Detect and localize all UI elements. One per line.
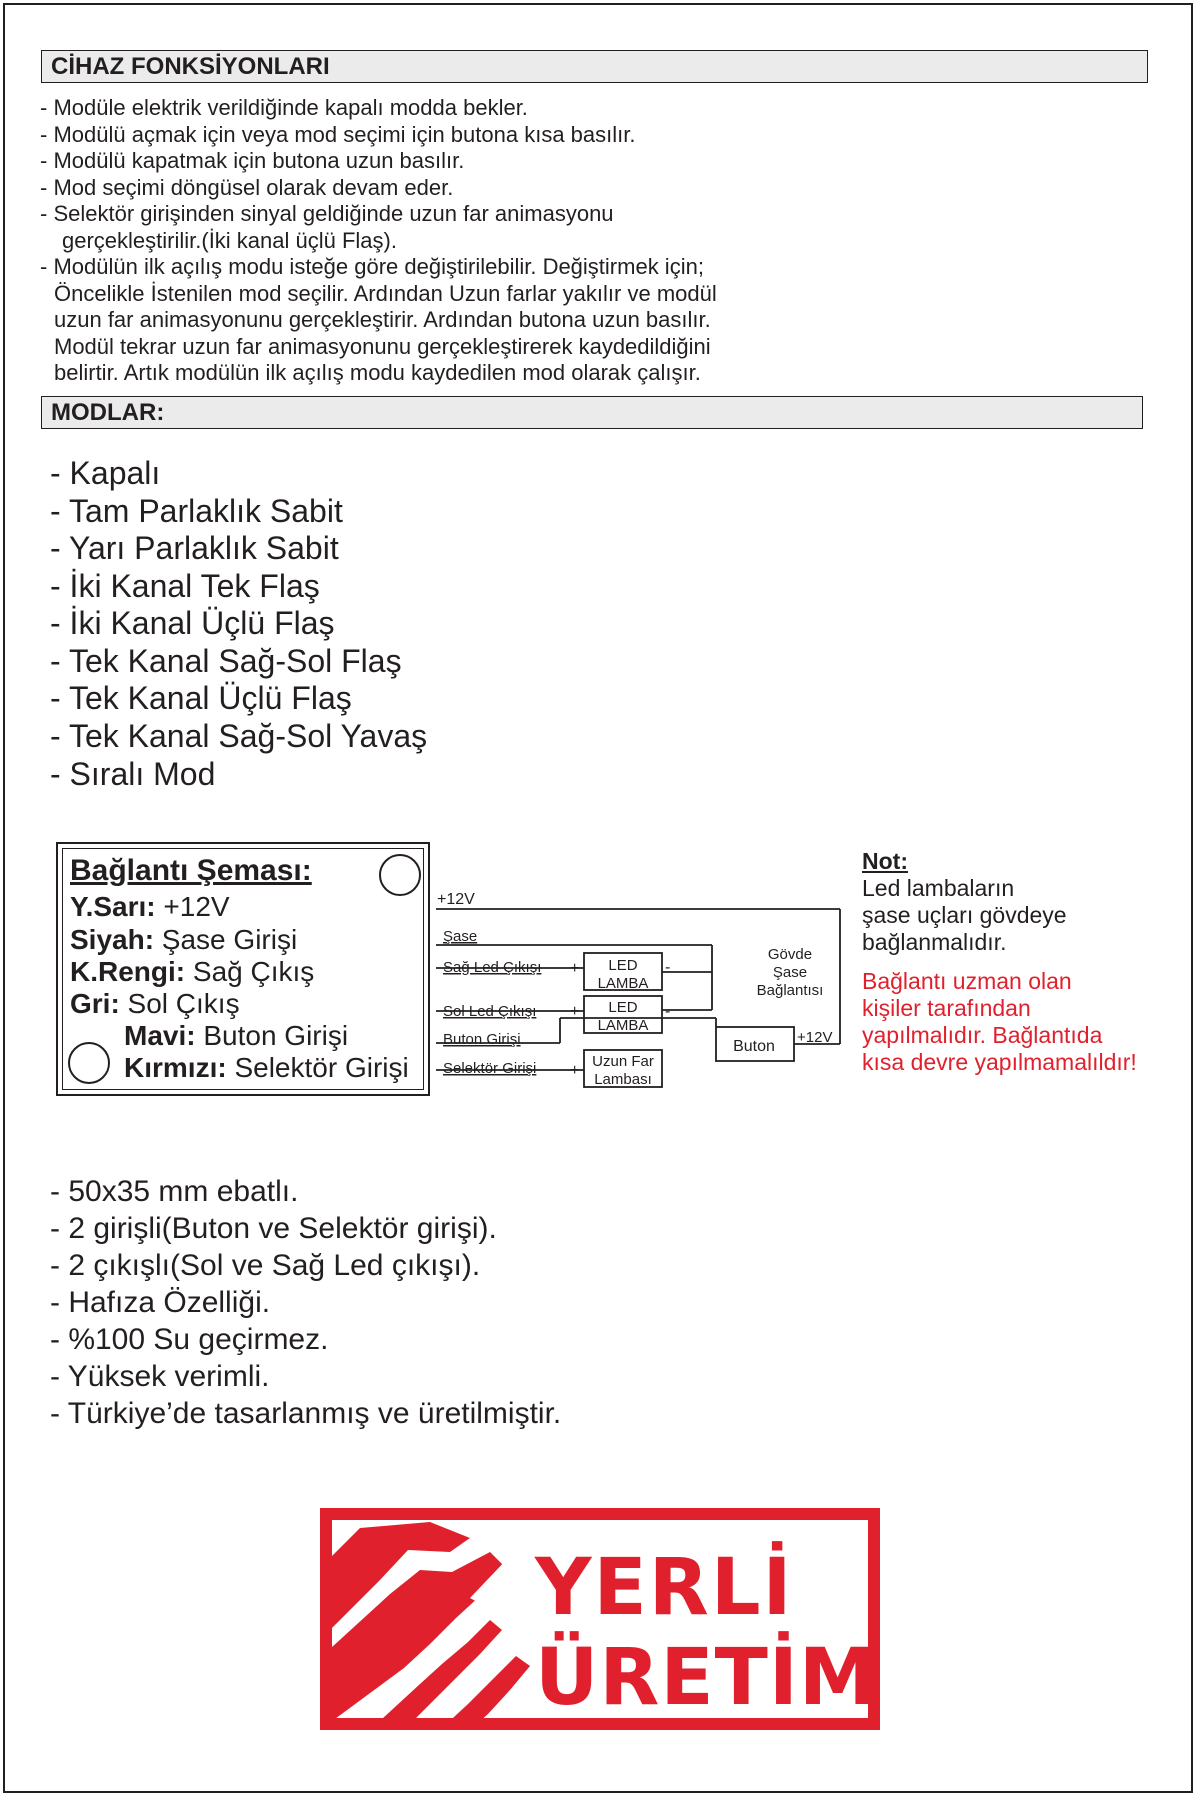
plus-sign: + (570, 960, 580, 977)
function-line: gerçekleştirilir.(İki kanal üçlü Flaş). (62, 227, 397, 253)
function-line: Öncelikle İstenilen mod seçilir. Ardından Uzun farlar yakılır ve modül (54, 280, 717, 306)
legend-value: Sağ Çıkış (185, 956, 315, 987)
mounting-hole-icon (379, 854, 421, 896)
warning-line: Bağlantı uzman olan (862, 968, 1072, 994)
button-12v-label: +12V (797, 1029, 833, 1046)
mode-item: - Kapalı (50, 455, 161, 491)
functions-list (40, 95, 840, 387)
feature-item: - Hafıza Özelliği. (50, 1286, 271, 1319)
led-label-1: LED (608, 957, 638, 974)
wire-sol-label: Sol Led Çıkışı (443, 1003, 537, 1020)
led-label-2: LAMBA (597, 975, 649, 992)
wire-sag-label: Sağ Led Çıkışı (443, 959, 542, 976)
handshake-icon (320, 1508, 534, 1730)
legend-value: Buton Girişi (195, 1020, 349, 1051)
modes-list (50, 455, 427, 794)
warning-block (862, 968, 1137, 1076)
legend-row-blue (124, 1020, 348, 1052)
mode-item: - İki Kanal Tek Flaş (50, 567, 320, 604)
feature-item: - 2 çıkışlı(Sol ve Sağ Led çıkışı). (50, 1249, 481, 1282)
warning-line: kısa devre yapılmamalıldır! (862, 1049, 1137, 1075)
minus-sign: - (665, 1003, 671, 1020)
legend-value: +12V (155, 891, 230, 922)
mode-item: - Yarı Parlaklık Sabit (50, 530, 339, 566)
plus-sign: + (570, 1003, 580, 1020)
legend-row-yellow (70, 891, 230, 923)
mode-item: - Tam Parlaklık Sabit (50, 492, 343, 529)
legend-key: Kırmızı: (124, 1052, 227, 1083)
warning-line: yapılmalıdır. Bağlantıda (862, 1022, 1103, 1048)
stamp-line-1: YERLİ (535, 1543, 794, 1633)
feature-item: - Yüksek verimli. (50, 1360, 270, 1393)
mode-item: - Tek Kanal Üçlü Flaş (50, 680, 352, 716)
legend-value: Selektör Girişi (226, 1052, 409, 1083)
mode-item: - Tek Kanal Sağ-Sol Flaş (50, 642, 402, 679)
legend-title: Bağlantı Şeması: (70, 854, 312, 887)
mode-item: - Sıralı Mod (50, 756, 216, 792)
function-line: uzun far animasyonunu gerçekleştirir. Ardından butona uzun basılır. (54, 307, 711, 332)
legend-key: Gri: (70, 988, 120, 1019)
mode-item: - İki Kanal Üçlü Flaş (50, 605, 335, 641)
plus-sign: + (570, 1062, 580, 1079)
warning-line: kişiler tarafından (862, 995, 1031, 1021)
function-line: - Modüle elektrik verildiğinde kapalı modda bekler. (40, 95, 528, 120)
far-label-1: Uzun Far (592, 1053, 654, 1070)
connection-legend (56, 842, 430, 1096)
button-label: Buton (733, 1038, 775, 1055)
features-list (50, 1173, 561, 1432)
feature-item: - %100 Su geçirmez. (50, 1323, 329, 1356)
functions-header-label: CİHAZ FONKSİYONLARI (51, 52, 330, 80)
body-ground-label-3: Bağlantısı (756, 982, 824, 999)
wire-selektor-label: Selektör Girişi (443, 1060, 537, 1077)
legend-key: Siyah: (70, 924, 155, 955)
functions-header (41, 50, 1148, 83)
mode-item: - Tek Kanal Sağ-Sol Yavaş (50, 717, 428, 754)
led-label-1: LED (608, 999, 638, 1016)
legend-key: Y.Sarı: (70, 891, 156, 922)
function-line: - Selektör girişinden sinyal geldiğinde uzun far animasyonu (40, 201, 614, 226)
function-line: - Modülün ilk açılış modu isteğe göre değiştirilebilir. Değiştirmek için; (40, 254, 704, 279)
legend-row-red (124, 1052, 409, 1084)
feature-item: - 2 girişli(Buton ve Selektör girişi). (50, 1212, 497, 1245)
legend-row-brown (70, 956, 314, 988)
modes-header (41, 396, 1143, 429)
feature-item: - 50x35 mm ebatlı. (50, 1175, 299, 1208)
led-label-2: LAMBA (597, 1017, 649, 1034)
mounting-hole-icon (68, 1042, 110, 1084)
function-line: - Modülü açmak için veya mod seçimi için butona kısa basılır. (40, 121, 636, 147)
legend-row-black (70, 924, 297, 956)
yerli-uretim-logo (320, 1508, 880, 1730)
body-ground-label-2: Şase (772, 964, 808, 981)
function-line: Modül tekrar uzun far animasyonunu gerçekleştirerek kaydedildiğini (54, 333, 711, 359)
function-line: belirtir. Artık modülün ilk açılış modu kaydedilen mod olarak çalışır. (54, 360, 701, 385)
note-title: Not: (862, 848, 908, 874)
note-block (862, 848, 1137, 1076)
wire-buton-label: Buton Girişi (443, 1031, 521, 1048)
stamp-line-2: ÜRETİM (535, 1633, 878, 1723)
note-line: şase uçları gövdeye (862, 902, 1067, 928)
legend-key: Mavi: (124, 1020, 196, 1051)
note-line: Led lambaların (862, 875, 1015, 901)
body-ground-label-1: Gövde (767, 946, 813, 963)
far-label-2: Lambası (594, 1071, 652, 1088)
legend-key: K.Rengi: (70, 956, 186, 987)
note-line: bağlanmalıdır. (862, 929, 1007, 955)
minus-sign: - (665, 959, 671, 976)
legend-row-grey (70, 988, 240, 1020)
legend-value: Sol Çıkış (119, 988, 240, 1019)
wire-12v-label: +12V (437, 891, 475, 908)
function-line: - Mod seçimi döngüsel olarak devam eder. (40, 174, 454, 200)
modes-header-label: MODLAR: (51, 398, 165, 426)
legend-value: Şase Girişi (154, 924, 298, 955)
feature-item: - Türkiye’de tasarlanmış ve üretilmiştir. (50, 1397, 562, 1430)
function-line: - Modülü kapatmak için butona uzun basılır. (40, 148, 465, 173)
wire-sase-label: Şase (443, 928, 478, 945)
